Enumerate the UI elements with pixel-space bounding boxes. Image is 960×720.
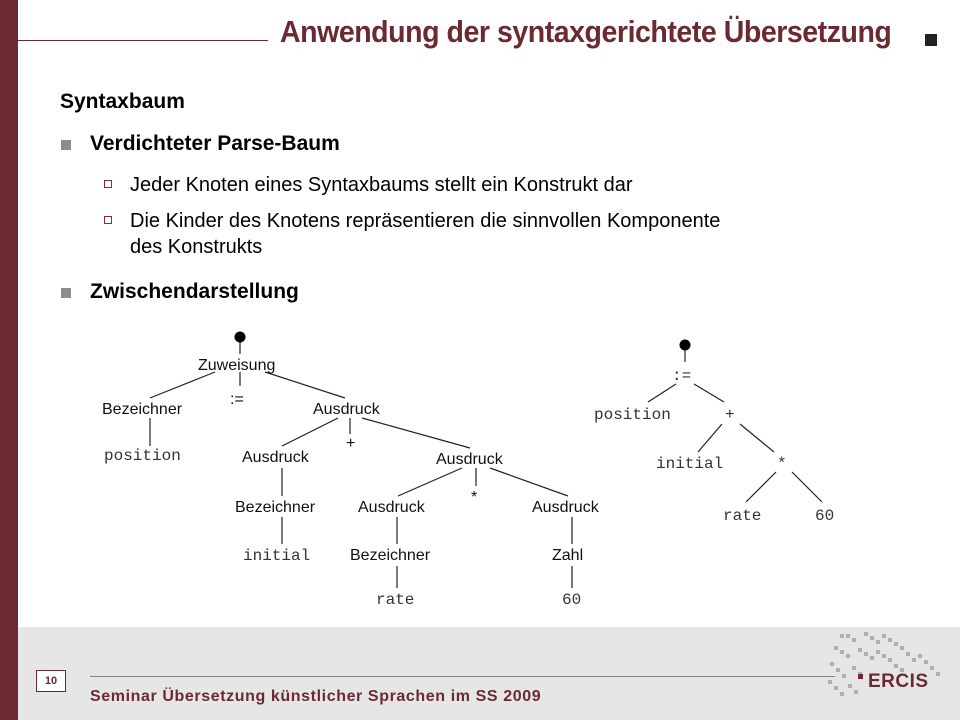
st-initial: initial — [656, 455, 724, 473]
node-ausdruck: Ausdruck — [242, 449, 309, 466]
parse-root-dot — [235, 332, 246, 343]
node-bezeichner: Bezeichner — [235, 499, 316, 516]
footer-band — [18, 627, 960, 720]
node-assign: := — [230, 391, 244, 408]
node-ausdruck: Ausdruck — [358, 499, 425, 516]
subbullet-text: Jeder Knoten eines Syntaxbaums stellt ein Konstrukt dar — [130, 174, 633, 196]
leaf-initial: initial — [243, 547, 311, 565]
node-ausdruck: Ausdruck — [532, 499, 599, 516]
heading-syntaxbaum: Syntaxbaum — [60, 90, 185, 113]
leaf-rate: rate — [376, 591, 415, 609]
node-bezeichner: Bezeichner — [350, 547, 431, 564]
leaf-position: position — [104, 447, 181, 465]
node-ausdruck: Ausdruck — [313, 401, 380, 418]
node-bezeichner: Bezeichner — [102, 401, 183, 418]
bullet-label: Zwischendarstellung — [90, 280, 299, 303]
slide-title: Anwendung der syntaxgerichtete Übersetzung — [280, 14, 892, 49]
bullet-label: Verdichteter Parse-Baum — [90, 132, 340, 155]
st-rate: rate — [723, 507, 762, 525]
node-zahl: Zahl — [552, 547, 584, 564]
leaf-60: 60 — [562, 591, 582, 609]
syntax-root-dot — [680, 340, 691, 351]
st-times: * — [777, 455, 787, 473]
page-number: 10 — [36, 670, 66, 692]
st-plus: + — [725, 406, 735, 424]
footer-course: Seminar Übersetzung künstlicher Sprachen im SS 2009 — [90, 688, 542, 705]
node-ausdruck: Ausdruck — [436, 451, 503, 468]
europe-map-logo-icon — [820, 628, 950, 706]
ercis-logo-text: ERCIS — [868, 671, 929, 692]
st-assign: := — [672, 367, 692, 385]
subbullet-text: Die Kinder des Knotens repräsentieren die sinnvollen Komponente — [130, 210, 721, 232]
st-60: 60 — [815, 507, 835, 525]
st-position: position — [594, 406, 671, 424]
logo-marker — [858, 674, 863, 679]
node-zuweisung: Zuweisung — [198, 357, 276, 374]
subbullet-text-cont: des Konstrukts — [130, 236, 263, 258]
footer-rule — [90, 676, 835, 677]
node-times: * — [471, 489, 478, 506]
node-plus: + — [346, 435, 356, 452]
